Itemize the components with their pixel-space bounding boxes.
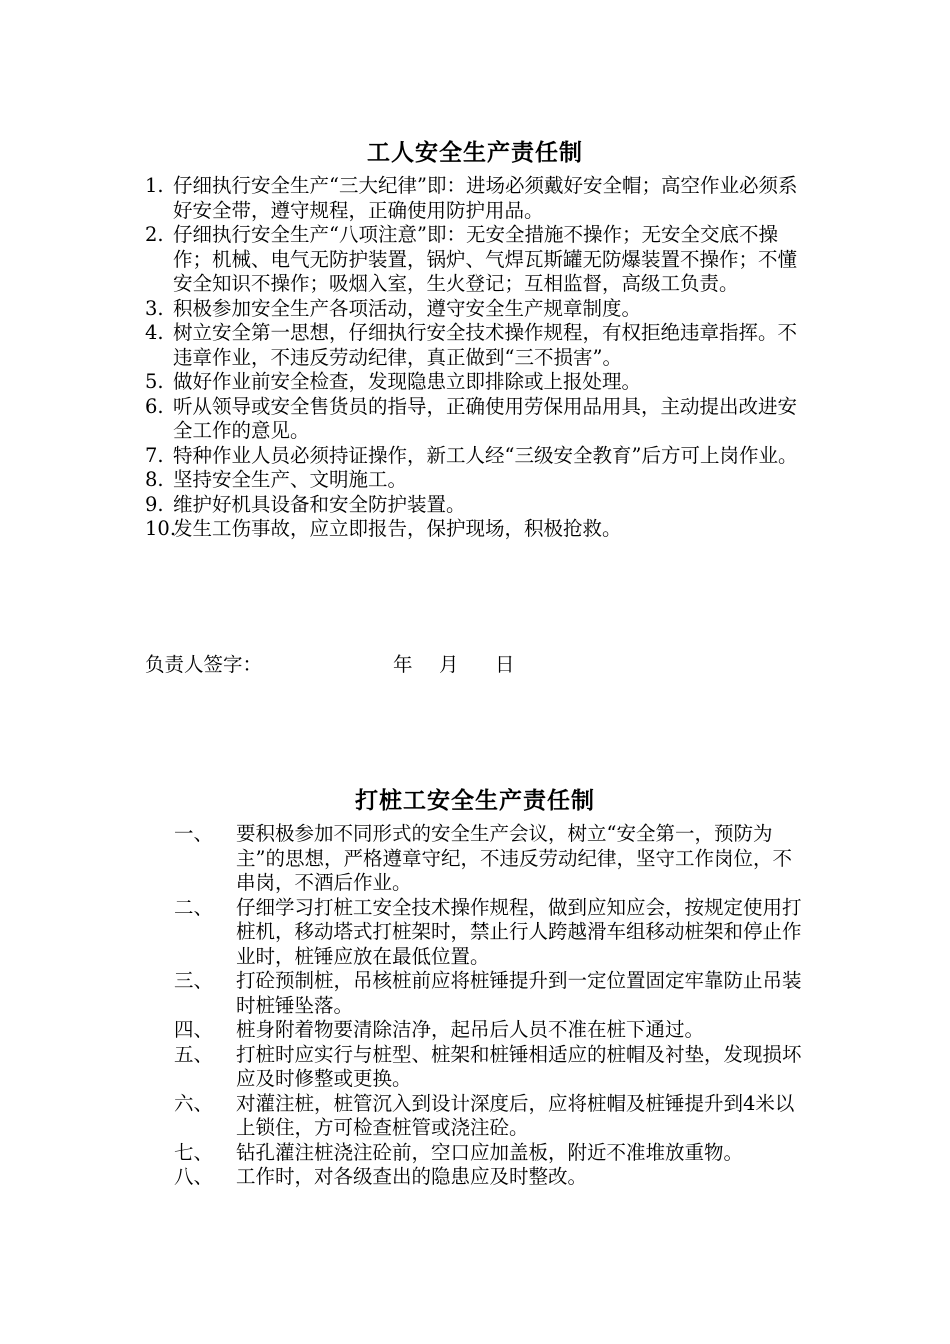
- section-title: 打桩工安全生产责任制: [355, 787, 595, 814]
- list-item: [145, 517, 810, 542]
- item-text: 仔细学习打桩工安全技术操作规程，做到应知应会，按规定使用打桩机，移动塔式打桩架时，禁止行人跨越滑车组移动桩架和停止作业时，桩锤应放在最低位置。: [236, 895, 802, 968]
- item-text: 仔细执行安全生产“三大纪律”即：进场必须戴好安全帽；高空作业必须系好安全带，遵守规程，正确使用防护用品。: [173, 174, 798, 222]
- list-item: [145, 223, 810, 297]
- signature-label: 负责人签字：: [145, 653, 263, 676]
- item-number: 五、: [174, 1042, 214, 1066]
- item-number: 二、: [174, 895, 214, 919]
- item-number: 4.: [145, 321, 164, 344]
- item-text: 特种作业人员必须持证操作，新工人经“三级安全教育”后方可上岗作业。: [173, 443, 798, 467]
- item-text: 维护好机具设备和安全防护装置。: [173, 492, 466, 516]
- item-number: 10.: [145, 517, 177, 540]
- item-number: 四、: [174, 1018, 214, 1041]
- list-item: [145, 174, 810, 223]
- list-item: [145, 493, 810, 518]
- item-number: 2.: [145, 223, 164, 246]
- item-number: 八、: [174, 1165, 214, 1188]
- list-item: [145, 444, 810, 469]
- item-number: 七、: [174, 1140, 214, 1164]
- item-number: 1.: [145, 174, 164, 197]
- item-number: 3.: [145, 296, 164, 320]
- item-text: 积极参加安全生产各项活动，遵守安全生产规章制度。: [173, 296, 642, 320]
- item-text: 仔细执行安全生产“八项注意”即：无安全措施不操作；无安全交底不操作；机械、电气无防护装置，锅炉、气焊瓦斯罐无防爆装置不操作；不懂安全知识不操作；吸烟入室，生火登记；互相监督，高级工负责。: [173, 223, 798, 295]
- item-number: 8.: [145, 468, 164, 491]
- item-text: 要积极参加不同形式的安全生产会议，树立“安全第一，预防为主”的思想，严格遵章守纪，不违反劳动纪律，坚守工作岗位，不串岗，不酒后作业。: [236, 822, 792, 894]
- list-item: [174, 1092, 808, 1141]
- list-item: [145, 468, 810, 493]
- item-text: 桩身附着物要清除洁净，起吊后人员不准在桩下通过。: [236, 1018, 705, 1041]
- list-item: [174, 896, 808, 970]
- pile-driver-rules-list: [174, 822, 808, 1190]
- list-item: [145, 395, 810, 444]
- list-item: [174, 1165, 808, 1190]
- list-item: [174, 1141, 808, 1166]
- list-item: [174, 1043, 808, 1092]
- item-number: 7.: [145, 443, 164, 467]
- list-item: [145, 297, 810, 322]
- item-text: 钻孔灌注桩浇注砼前，空口应加盖板，附近不准堆放重物。: [236, 1140, 744, 1164]
- item-number: 6.: [145, 394, 164, 418]
- signature-year: 年: [393, 653, 413, 676]
- list-item: [174, 969, 808, 1018]
- signature-line: [145, 649, 515, 677]
- item-text: 坚持安全生产、文明施工。: [173, 468, 408, 491]
- item-text: 发生工伤事故，应立即报告，保护现场，积极抢救。: [173, 517, 622, 540]
- item-text: 打砼预制桩，吊核桩前应将桩锤提升到一定位置固定牢靠防止吊装时桩锤坠落。: [236, 969, 802, 1017]
- item-text: 打桩时应实行与桩型、桩架和桩锤相适应的桩帽及衬垫，发现损坏应及时修整或更换。: [236, 1042, 802, 1090]
- signature-day: 日: [495, 653, 515, 676]
- page-title: 工人安全生产责任制: [367, 139, 583, 166]
- list-item: [174, 1018, 808, 1043]
- signature-month: 月: [439, 653, 459, 676]
- item-text: 工作时，对各级查出的隐患应及时整改。: [236, 1165, 588, 1188]
- list-item: [174, 822, 808, 896]
- item-number: 9.: [145, 492, 164, 516]
- list-item: [145, 370, 810, 395]
- item-number: 5.: [145, 370, 164, 393]
- item-text: 树立安全第一思想，仔细执行安全技术操作规程，有权拒绝违章指挥。不违章作业，不违反劳动纪律，真正做到“三不损害”。: [173, 321, 798, 369]
- item-text: 做好作业前安全检查，发现隐患立即排除或上报处理。: [173, 370, 642, 393]
- item-number: 三、: [174, 969, 214, 992]
- item-text: 对灌注桩，桩管沉入到设计深度后，应将桩帽及桩锤提升到4米以上锁住，方可检查桩管或浇注砼。: [236, 1091, 795, 1139]
- worker-rules-list: [145, 174, 810, 542]
- item-number: 六、: [174, 1091, 214, 1115]
- item-number: 一、: [174, 822, 214, 845]
- list-item: [145, 321, 810, 370]
- item-text: 听从领导或安全售货员的指导，正确使用劳保用品用具，主动提出改进安全工作的意见。: [173, 394, 798, 442]
